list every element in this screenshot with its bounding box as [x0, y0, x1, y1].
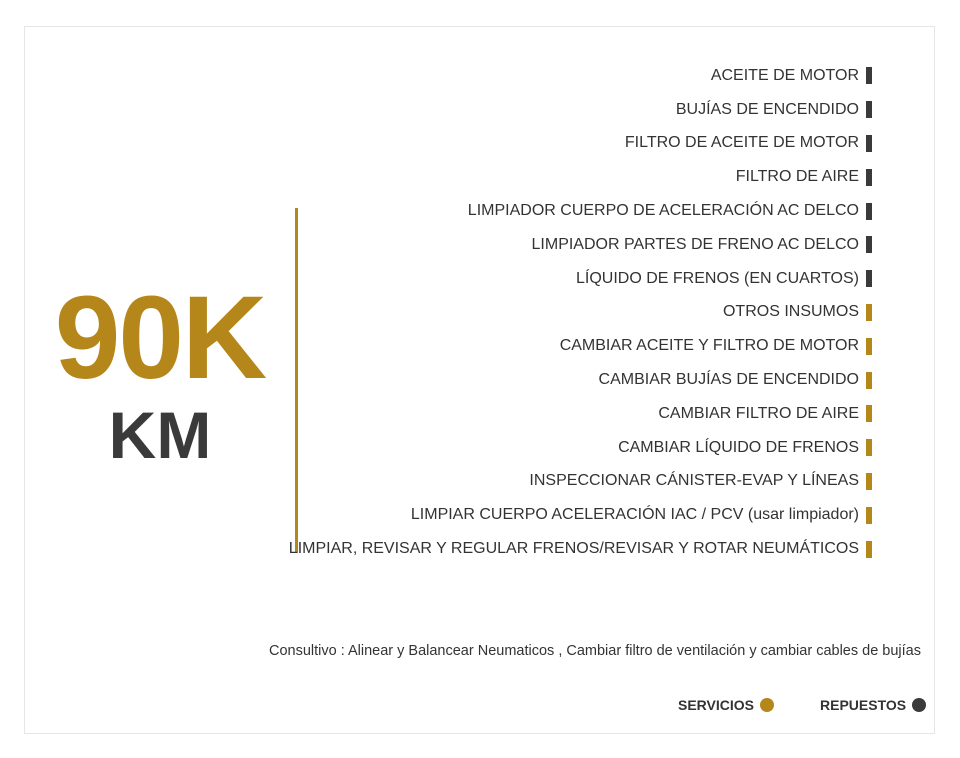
maintenance-list [289, 59, 872, 566]
list-item [289, 262, 872, 296]
item-label: LÍQUIDO DE FRENOS (EN CUARTOS) [576, 269, 859, 287]
item-label: LIMPIAR, REVISAR Y REGULAR FRENOS/REVISAR Y ROTAR NEUMÁTICOS [288, 540, 859, 558]
gold-dot-icon [760, 698, 774, 712]
repuesto-marker-icon [866, 236, 872, 253]
servicio-marker-icon [866, 541, 872, 558]
list-item [289, 363, 872, 397]
dark-dot-icon [912, 698, 926, 712]
repuesto-marker-icon [866, 203, 872, 220]
repuesto-marker-icon [866, 270, 872, 287]
list-item [289, 127, 872, 161]
item-label: FILTRO DE AIRE [735, 168, 859, 186]
item-label: CAMBIAR FILTRO DE AIRE [658, 404, 859, 422]
list-item [289, 532, 872, 566]
legend-label: SERVICIOS [678, 697, 754, 713]
legend-servicios [678, 697, 774, 713]
list-item [289, 431, 872, 465]
mileage-value: 90K [54, 272, 266, 404]
item-label: LIMPIADOR CUERPO DE ACELERACIÓN AC DELCO [467, 202, 859, 220]
item-label: CAMBIAR LÍQUIDO DE FRENOS [618, 438, 859, 456]
mileage-unit: KM [108, 398, 212, 472]
item-label: ACEITE DE MOTOR [710, 66, 859, 84]
list-item [289, 194, 872, 228]
item-label: INSPECCIONAR CÁNISTER-EVAP Y LÍNEAS [529, 472, 859, 490]
list-item [289, 296, 872, 330]
item-label: BUJÍAS DE ENCENDIDO [675, 100, 859, 118]
list-item [289, 160, 872, 194]
repuesto-marker-icon [866, 135, 872, 152]
list-item [289, 93, 872, 127]
legend-repuestos [820, 697, 926, 713]
servicio-marker-icon [866, 372, 872, 389]
list-item [289, 59, 872, 93]
legend-label: REPUESTOS [820, 697, 907, 713]
list-item [289, 465, 872, 499]
item-label: LIMPIAR CUERPO ACELERACIÓN IAC / PCV (usar limpiador) [410, 506, 859, 524]
servicio-marker-icon [866, 507, 872, 524]
repuesto-marker-icon [866, 169, 872, 186]
servicio-marker-icon [866, 439, 872, 456]
servicio-marker-icon [866, 405, 872, 422]
advisory-note: Consultivo : Alinear y Balancear Neumaticos , Cambiar filtro de ventilación y cambiar cables de bujías [268, 643, 921, 659]
repuesto-marker-icon [866, 67, 872, 84]
item-label: OTROS INSUMOS [722, 303, 859, 321]
repuesto-marker-icon [866, 101, 872, 118]
list-item [289, 228, 872, 262]
servicio-marker-icon [866, 473, 872, 490]
item-label: LIMPIADOR PARTES DE FRENO AC DELCO [531, 235, 859, 253]
list-item [289, 397, 872, 431]
item-label: FILTRO DE ACEITE DE MOTOR [624, 134, 859, 152]
list-item [289, 329, 872, 363]
servicio-marker-icon [866, 338, 872, 355]
item-label: CAMBIAR ACEITE Y FILTRO DE MOTOR [559, 337, 859, 355]
list-item [289, 498, 872, 532]
servicio-marker-icon [866, 304, 872, 321]
item-label: CAMBIAR BUJÍAS DE ENCENDIDO [598, 371, 859, 389]
